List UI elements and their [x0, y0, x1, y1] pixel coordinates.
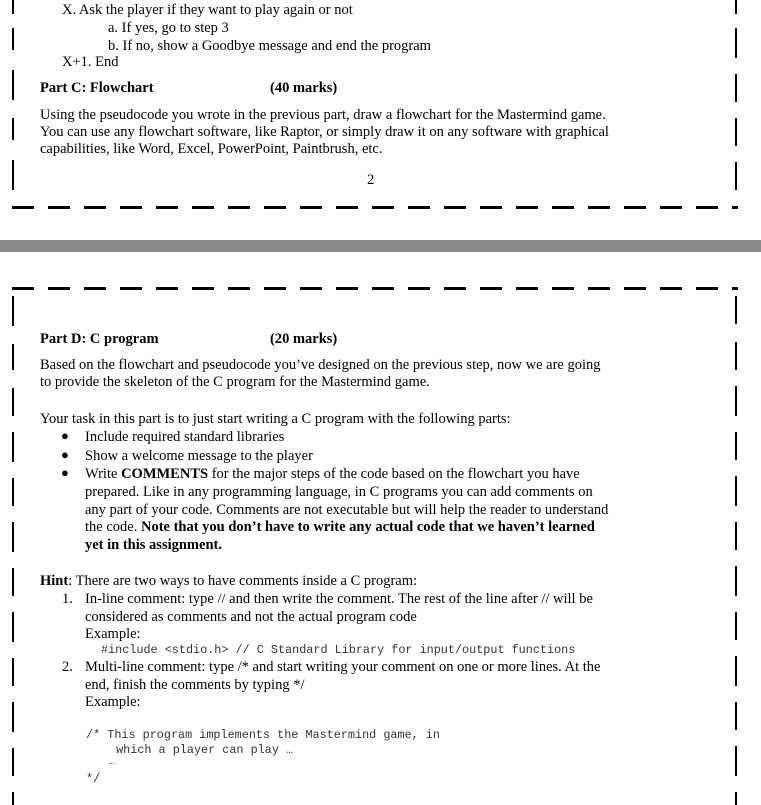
border-left	[12, 522, 14, 552]
border-left	[12, 118, 14, 140]
item2-line: end, finish the comments by typing */	[85, 677, 305, 693]
border-right	[735, 74, 737, 102]
border-right	[735, 342, 737, 370]
bullet-icon: ●	[61, 447, 69, 462]
code-inline-example: #include <stdio.h> // C Standard Library for input/output functions	[101, 643, 576, 657]
bullet-item-line: prepared. Like in any programming language, in C programs you can add comments on	[85, 484, 593, 500]
step-x: X. Ask the player if they want to play again or not	[62, 2, 353, 18]
border-left	[12, 612, 14, 642]
border-left	[12, 568, 14, 596]
code-multiline-line: */	[86, 772, 101, 786]
task-line: Your task in this part is to just start writing a C program with the following parts:	[40, 411, 511, 427]
border-top-dashed	[12, 287, 738, 290]
part-d-marks: (20 marks)	[270, 331, 338, 347]
comments-keyword: COMMENTS	[121, 466, 209, 482]
part-c-text-line: capabilities, like Word, Excel, PowerPoint, Paintbrush, etc.	[40, 141, 383, 157]
list-number: 2.	[62, 659, 73, 675]
hint-label: Hint	[40, 573, 69, 589]
border-right	[735, 476, 737, 506]
border-left	[12, 702, 14, 732]
bullet-item-line: the code. Note that you don’t have to write any actual code that we haven’t learned	[85, 519, 595, 535]
item1-line: considered as comments and not the actual program code	[85, 609, 417, 625]
code-multiline-line: which a player can play …	[109, 743, 294, 757]
example-label: Example:	[85, 626, 141, 642]
border-right	[735, 386, 737, 416]
code-multiline-line: /* This program implements the Mastermind game, in	[86, 728, 440, 742]
page-separator	[0, 240, 761, 252]
example-label: Example:	[85, 694, 141, 710]
page-number: 2	[367, 172, 375, 188]
border-right	[735, 162, 737, 190]
part-c-text-line: You can use any flowchart software, like Raptor, or simply draw it on any software with graphical	[40, 124, 609, 140]
border-left	[12, 792, 14, 805]
intro-line: Based on the flowchart and pseudocode you’ve designed on the previous step, now we are going	[40, 357, 601, 373]
border-right	[735, 566, 737, 596]
item2-line: Multi-line comment: type /* and start writing your comment on one or more lines. At the	[85, 659, 601, 675]
border-right	[735, 702, 737, 730]
note-bold: Note that you don’t have to write any actual code that we haven’t learned	[140, 519, 595, 535]
part-d-title: Part D: C program	[40, 331, 159, 347]
border-left	[12, 344, 14, 370]
border-right	[735, 612, 737, 640]
part-c-title: Part C: Flowchart	[40, 80, 154, 96]
border-left	[12, 0, 14, 14]
step-x-plus-1: X+1. End	[62, 54, 119, 70]
border-left	[12, 160, 14, 190]
bullet-item: Show a welcome message to the player	[85, 448, 313, 464]
hint-line: Hint: There are two ways to have comments inside a C program:	[40, 573, 418, 589]
border-left	[12, 70, 14, 100]
bullet-item-line: any part of your code. Comments are not executable but will help the reader to understand	[85, 502, 609, 518]
border-right	[735, 0, 737, 14]
step-x-a: a. If yes, go to step 3	[108, 20, 229, 36]
border-right	[735, 118, 737, 146]
border-left	[12, 388, 14, 416]
bullet-icon: ●	[61, 465, 69, 480]
part-c-text-line: Using the pseudocode you wrote in the previous part, draw a flowchart for the Mastermind game.	[40, 107, 606, 123]
border-right	[735, 522, 737, 550]
border-left	[12, 658, 14, 686]
step-x-b: b. If no, show a Goodbye message and end the program	[108, 38, 431, 54]
border-right	[735, 296, 737, 324]
part-c-marks: (40 marks)	[270, 80, 338, 96]
border-left	[12, 432, 14, 462]
border-bottom-dashed	[12, 206, 738, 209]
list-number: 1.	[62, 591, 73, 607]
border-left	[12, 748, 14, 776]
border-left	[12, 478, 14, 506]
bullet-item: Write COMMENTS for the major steps of the code based on the flowchart you have	[85, 466, 580, 482]
note-bold-end: yet in this assignment.	[85, 537, 222, 553]
bullet-item: Include required standard libraries	[85, 429, 285, 445]
border-right	[735, 656, 737, 686]
border-right	[735, 746, 737, 776]
item1-line: In-line comment: type // and then write the comment. The rest of the line after // will be	[85, 591, 593, 607]
border-right	[735, 792, 737, 805]
code-multiline-line: …	[109, 757, 115, 767]
border-left	[12, 28, 14, 50]
border-right	[735, 28, 737, 58]
intro-line: to provide the skeleton of the C program for the Mastermind game.	[40, 374, 430, 390]
border-left	[12, 296, 14, 326]
bullet-icon: ●	[61, 428, 69, 443]
border-right	[735, 432, 737, 460]
